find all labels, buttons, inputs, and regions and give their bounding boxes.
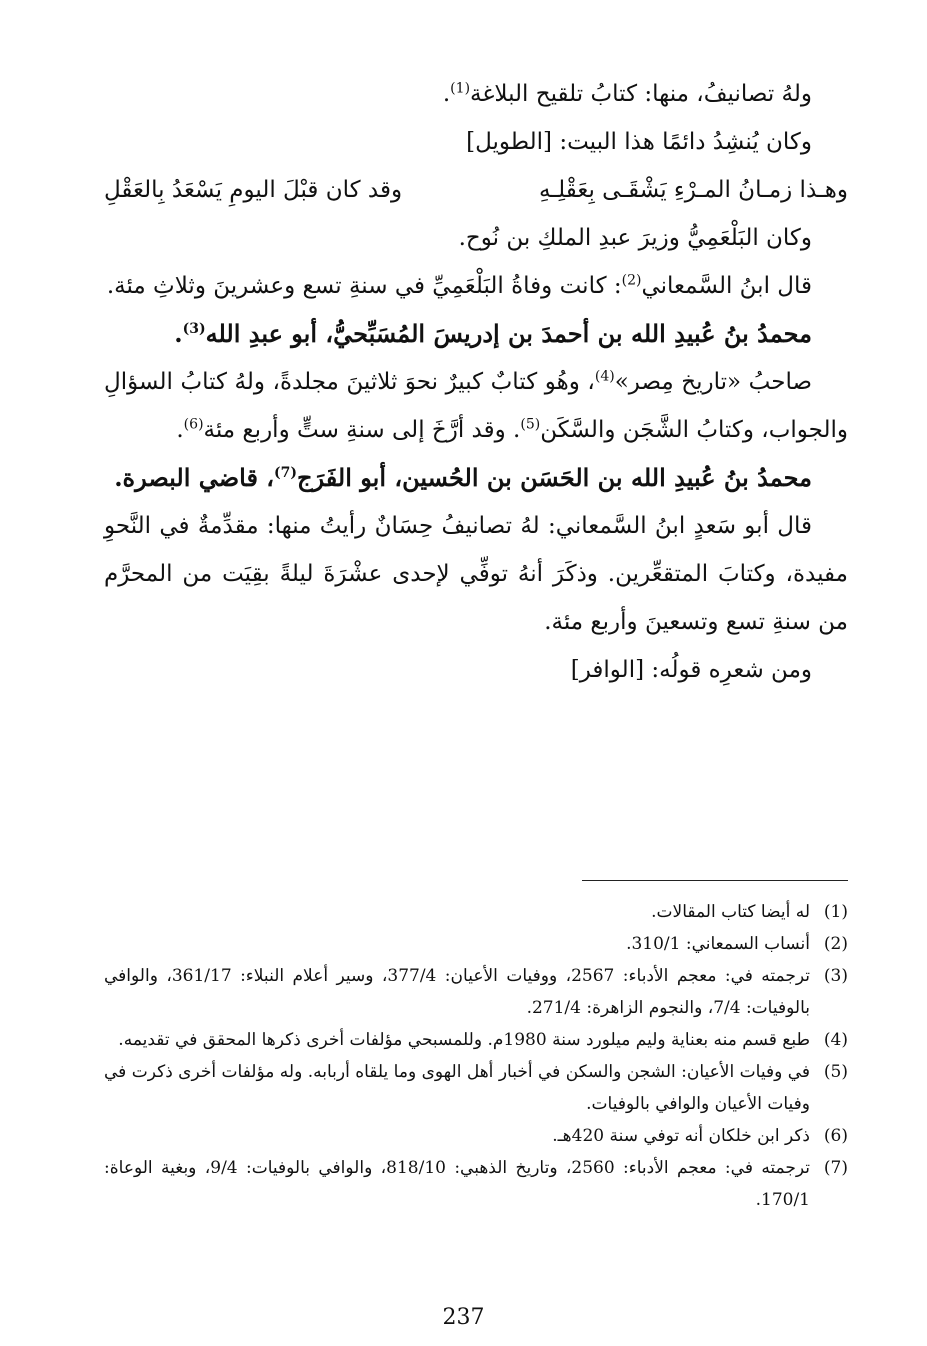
paragraph-5-end: . <box>176 417 184 443</box>
entry-heading-1-text: محمدُ بنُ عُبيدِ الله بن أحمدَ بن إدريسَ المُسَبِّحيُّ، أبو عبدِ الله <box>205 319 812 348</box>
footnotes <box>104 896 848 1216</box>
footnote-text: ذكر ابن خلكان أنه توفي سنة 420هـ. <box>552 1126 810 1146</box>
footnote-number: (2) <box>823 934 848 954</box>
footnote-text: له أيضا كتاب المقالات. <box>651 902 810 922</box>
paragraph-5-mid: ، وهُو كتابٌ كبيرٌ نحوَ ثلاثينَ مجلدةً، ولهُ كتابُ السؤالِ والجواب، وكتابُ الشَّجَن والسَّكَن <box>104 369 848 443</box>
footnote-number: (7) <box>823 1158 848 1178</box>
footnote-ref-3[interactable]: (3) <box>182 321 206 337</box>
verse-first-hemistich: وهـذا زمـانُ المـرْءِ يَشْقَـى بِعَقْلِـهِ <box>539 177 848 203</box>
paragraph-4-pre: قال ابنُ السَّمعاني <box>641 273 812 299</box>
paragraph-5 <box>104 358 848 454</box>
footnote-1 <box>104 896 848 928</box>
main-text <box>104 70 848 694</box>
footnote-number: (5) <box>823 1062 848 1082</box>
paragraph-1-end: . <box>442 81 451 107</box>
paragraph-5-pre: صاحبُ «تاريخ مِصر» <box>614 369 812 395</box>
paragraph-6: قال أبو سَعدٍ ابنُ السَّمعاني: لهُ تصانيفُ حِسَانٌ رأيتُ منها: مقدِّمةٌ في النَّحوِ مفيدة، وكتابَ المتقعِّرين. وذكَرَ أنهُ توفِّي لإحدى عشْرَةَ ليلةً بقِيَت من المحرَّم من سنةِ تسع وتسعينَ وأربع مئة. <box>104 513 848 635</box>
paragraph-4-post: : كانت وفاةُ البَلْعَمِيِّ في سنةِ تسع وعشرينَ وثلاثِ مئة. <box>106 273 622 299</box>
footnote-text: أنساب السمعاني: 310/1. <box>626 934 810 954</box>
footnote-ref-2[interactable]: (2) <box>621 272 642 289</box>
footnote-separator <box>582 880 848 881</box>
paragraph-4 <box>104 262 848 310</box>
verse-second-hemistich: وقد كان قبْلَ اليومِ يَسْعَدُ بِالعَقْلِ <box>104 177 403 203</box>
footnote-number: (4) <box>823 1030 848 1050</box>
paragraph-1 <box>104 70 848 118</box>
footnote-number: (1) <box>823 902 848 922</box>
footnote-ref-7[interactable]: (7) <box>274 465 298 481</box>
paragraph-1-text: ولهُ تصانيفُ، منها: كتابُ تلقيح البلاغة <box>470 81 812 107</box>
footnote-3 <box>104 960 848 1024</box>
verse-line <box>104 166 848 214</box>
footnote-number: (6) <box>823 1126 848 1146</box>
paragraph-3: وكان البَلْعَمِيُّ وزيرَ عبدِ الملكِ بن نُوح. <box>458 225 812 251</box>
paragraph-5-mid2: . وقد أرَّخَ إلى سنةِ ستٍّ وأربع مئة <box>203 417 521 443</box>
entry-heading-2 <box>104 454 848 502</box>
footnote-7 <box>104 1152 848 1216</box>
footnote-ref-6[interactable]: (6) <box>183 416 204 433</box>
footnote-number: (3) <box>823 966 848 986</box>
footnote-5 <box>104 1056 848 1120</box>
footnote-ref-1[interactable]: (1) <box>450 80 471 97</box>
footnote-2 <box>104 928 848 960</box>
footnote-ref-5[interactable]: (5) <box>520 416 541 433</box>
footnote-text: في وفيات الأعيان: الشجن والسكن في أخبار أهل الهوى وما يلقاه أربابه. وله مؤلفات أخرى ذكرت في وفيات الأعيان والوافي بالوفيات. <box>104 1062 810 1114</box>
footnote-text: ترجمته في: معجم الأدباء: 2567، ووفيات الأعيان: 377/4، وسير أعلام النبلاء: 361/17، والوافي بالوفيات: 7/4، والنجوم الزاهرة: 271/4. <box>104 966 810 1018</box>
footnote-text: طبع قسم منه بعناية وليم ميلورد سنة 1980م. وللمسبحي مؤلفات أخرى ذكرها المحقق في تقديمه. <box>118 1030 810 1050</box>
footnote-4 <box>104 1024 848 1056</box>
entry-heading-1 <box>104 310 848 358</box>
entry-heading-1-end: . <box>174 319 183 348</box>
footnote-6 <box>104 1120 848 1152</box>
entry-heading-2-post: ، قاضي البصرة. <box>114 463 275 492</box>
entry-heading-2-pre: محمدُ بنُ عُبيدِ الله بن الحَسَن بن الحُسين، أبو الفَرَج <box>297 463 812 492</box>
paragraph-7: ومن شعرِه قولُه: [الوافر] <box>570 657 812 683</box>
page-number: 237 <box>442 1305 485 1330</box>
footnote-text: ترجمته في: معجم الأدباء: 2560، وتاريخ الذهبي: 818/10، والوافي بالوفيات: 9/4، وبغية الوعاة: 170/1. <box>104 1158 811 1210</box>
paragraph-2: وكان يُنشِدُ دائمًا هذا البيت: [الطويل] <box>466 129 812 155</box>
footnote-ref-4[interactable]: (4) <box>594 368 615 385</box>
